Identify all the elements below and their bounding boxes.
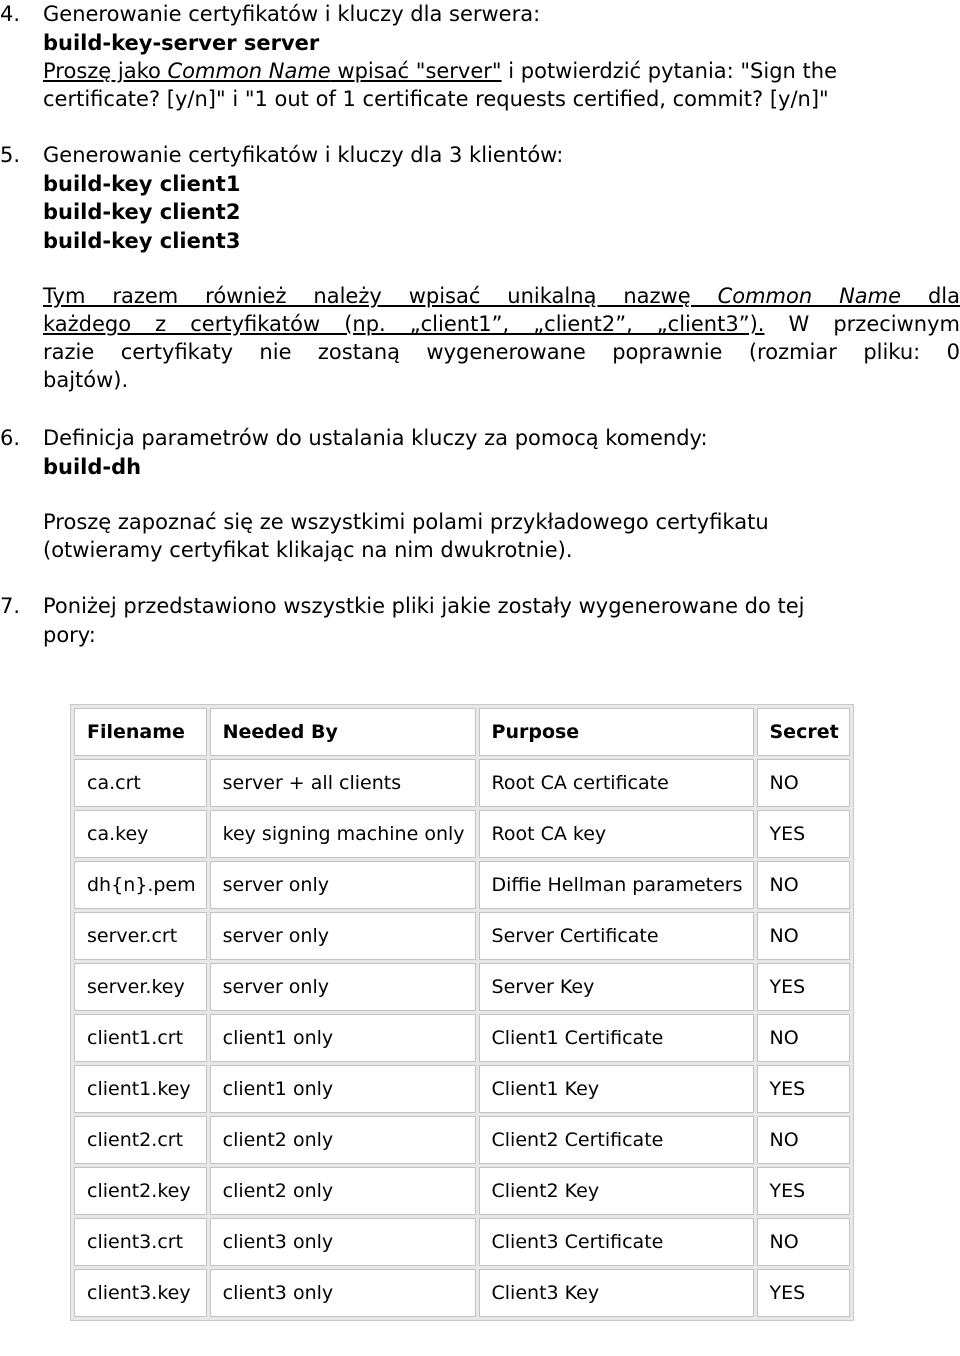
command-text: build-key-server server — [43, 31, 320, 55]
table-row — [74, 1065, 850, 1113]
cell-needed-by: server only — [210, 912, 476, 960]
cell-secret: NO — [757, 759, 850, 807]
cell-purpose: Root CA certificate — [479, 759, 754, 807]
table-body — [74, 759, 850, 1317]
table-header-row — [74, 708, 850, 756]
note-line: razie certyfikaty nie zostaną wygenerowane poprawnie (rozmiar pliku: 0 — [43, 340, 960, 364]
table-row — [74, 1269, 850, 1317]
cell-purpose: Root CA key — [479, 810, 754, 858]
cell-filename: ca.crt — [74, 759, 207, 807]
files-table — [70, 704, 854, 1321]
cell-filename: server.crt — [74, 912, 207, 960]
cell-needed-by: client3 only — [210, 1218, 476, 1266]
note-line: Proszę zapoznać się ze wszystkimi polami przykładowego certyfikatu — [43, 510, 769, 534]
cell-secret: YES — [757, 1269, 850, 1317]
cell-needed-by: client1 only — [210, 1014, 476, 1062]
item-number: 4. — [0, 2, 21, 26]
cell-filename: client3.crt — [74, 1218, 207, 1266]
note-paragraph — [43, 282, 960, 394]
table-row — [74, 1167, 850, 1215]
cell-filename: client2.crt — [74, 1116, 207, 1164]
cell-filename: client1.crt — [74, 1014, 207, 1062]
cell-filename: ca.key — [74, 810, 207, 858]
item-heading-continued: pory: — [43, 623, 96, 647]
item-heading: Generowanie certyfikatów i kluczy dla 3 klientów: — [43, 143, 564, 167]
command-text: build-key client3 — [43, 229, 241, 253]
table-row — [74, 861, 850, 909]
item-number: 6. — [0, 426, 21, 450]
command-text: build-dh — [43, 455, 142, 479]
header-needed-by: Needed By — [210, 708, 476, 756]
cell-needed-by: client2 only — [210, 1116, 476, 1164]
cell-secret: YES — [757, 810, 850, 858]
instruction-part: i potwierdzić pytania: "Sign the — [501, 59, 838, 83]
cell-needed-by: client2 only — [210, 1167, 476, 1215]
cell-purpose: Server Key — [479, 963, 754, 1011]
cell-needed-by: server + all clients — [210, 759, 476, 807]
command-text: build-key client2 — [43, 200, 241, 224]
instruction-line — [43, 57, 837, 85]
note-part: każdego z certyfikatów (np. „client1”, „client2”, „client3”). — [43, 312, 765, 336]
cell-filename: server.key — [74, 963, 207, 1011]
item-heading: Poniżej przedstawiono wszystkie pliki jakie zostały wygenerowane do tej — [43, 594, 805, 618]
header-filename: Filename — [74, 708, 207, 756]
note-line — [43, 282, 960, 310]
instruction-part: wpisać "server" — [330, 59, 502, 83]
cell-secret: YES — [757, 963, 850, 1011]
note-part: Tym razem również należy wpisać unikalną nazwę — [43, 284, 718, 308]
note-line: (otwieramy certyfikat klikając na nim dwukrotnie). — [43, 538, 573, 562]
files-table-wrapper — [70, 704, 850, 1321]
command-text: build-key client1 — [43, 172, 241, 196]
table-row — [74, 1218, 850, 1266]
cell-secret: NO — [757, 1014, 850, 1062]
cell-secret: YES — [757, 1065, 850, 1113]
table-row — [74, 1014, 850, 1062]
cell-purpose: Client1 Key — [479, 1065, 754, 1113]
cell-purpose: Diffie Hellman parameters — [479, 861, 754, 909]
header-purpose: Purpose — [479, 708, 754, 756]
cell-needed-by: client3 only — [210, 1269, 476, 1317]
table-row — [74, 759, 850, 807]
note-part: dla — [901, 284, 960, 308]
cell-purpose: Client1 Certificate — [479, 1014, 754, 1062]
cell-needed-by: server only — [210, 963, 476, 1011]
cell-secret: NO — [757, 1116, 850, 1164]
table-row — [74, 963, 850, 1011]
cell-purpose: Server Certificate — [479, 912, 754, 960]
instruction-part: Proszę jako — [43, 59, 168, 83]
cell-secret: NO — [757, 1218, 850, 1266]
instruction-term: Common Name — [167, 59, 331, 83]
note-line: bajtów). — [43, 368, 129, 392]
cell-filename: dh{n}.pem — [74, 861, 207, 909]
note-term: Common Name — [717, 284, 902, 308]
table-row — [74, 1116, 850, 1164]
cell-needed-by: client1 only — [210, 1065, 476, 1113]
cell-needed-by: server only — [210, 861, 476, 909]
header-secret: Secret — [757, 708, 850, 756]
cell-filename: client1.key — [74, 1065, 207, 1113]
cell-secret: YES — [757, 1167, 850, 1215]
cell-filename: client2.key — [74, 1167, 207, 1215]
table-row — [74, 912, 850, 960]
note-line — [43, 310, 960, 338]
cell-needed-by: key signing machine only — [210, 810, 476, 858]
instruction-line: certificate? [y/n]" i "1 out of 1 certificate requests certified, commit? [y/n]" — [43, 87, 829, 111]
item-number: 5. — [0, 143, 21, 167]
note-part: W przeciwnym — [764, 312, 960, 336]
cell-filename: client3.key — [74, 1269, 207, 1317]
cell-purpose: Client3 Key — [479, 1269, 754, 1317]
item-heading: Definicja parametrów do ustalania kluczy za pomocą komendy: — [43, 426, 708, 450]
cell-secret: NO — [757, 861, 850, 909]
item-number: 7. — [0, 594, 21, 618]
cell-purpose: Client2 Key — [479, 1167, 754, 1215]
table-row — [74, 810, 850, 858]
cell-purpose: Client2 Certificate — [479, 1116, 754, 1164]
cell-purpose: Client3 Certificate — [479, 1218, 754, 1266]
item-heading: Generowanie certyfikatów i kluczy dla serwera: — [43, 2, 541, 26]
cell-secret: NO — [757, 912, 850, 960]
